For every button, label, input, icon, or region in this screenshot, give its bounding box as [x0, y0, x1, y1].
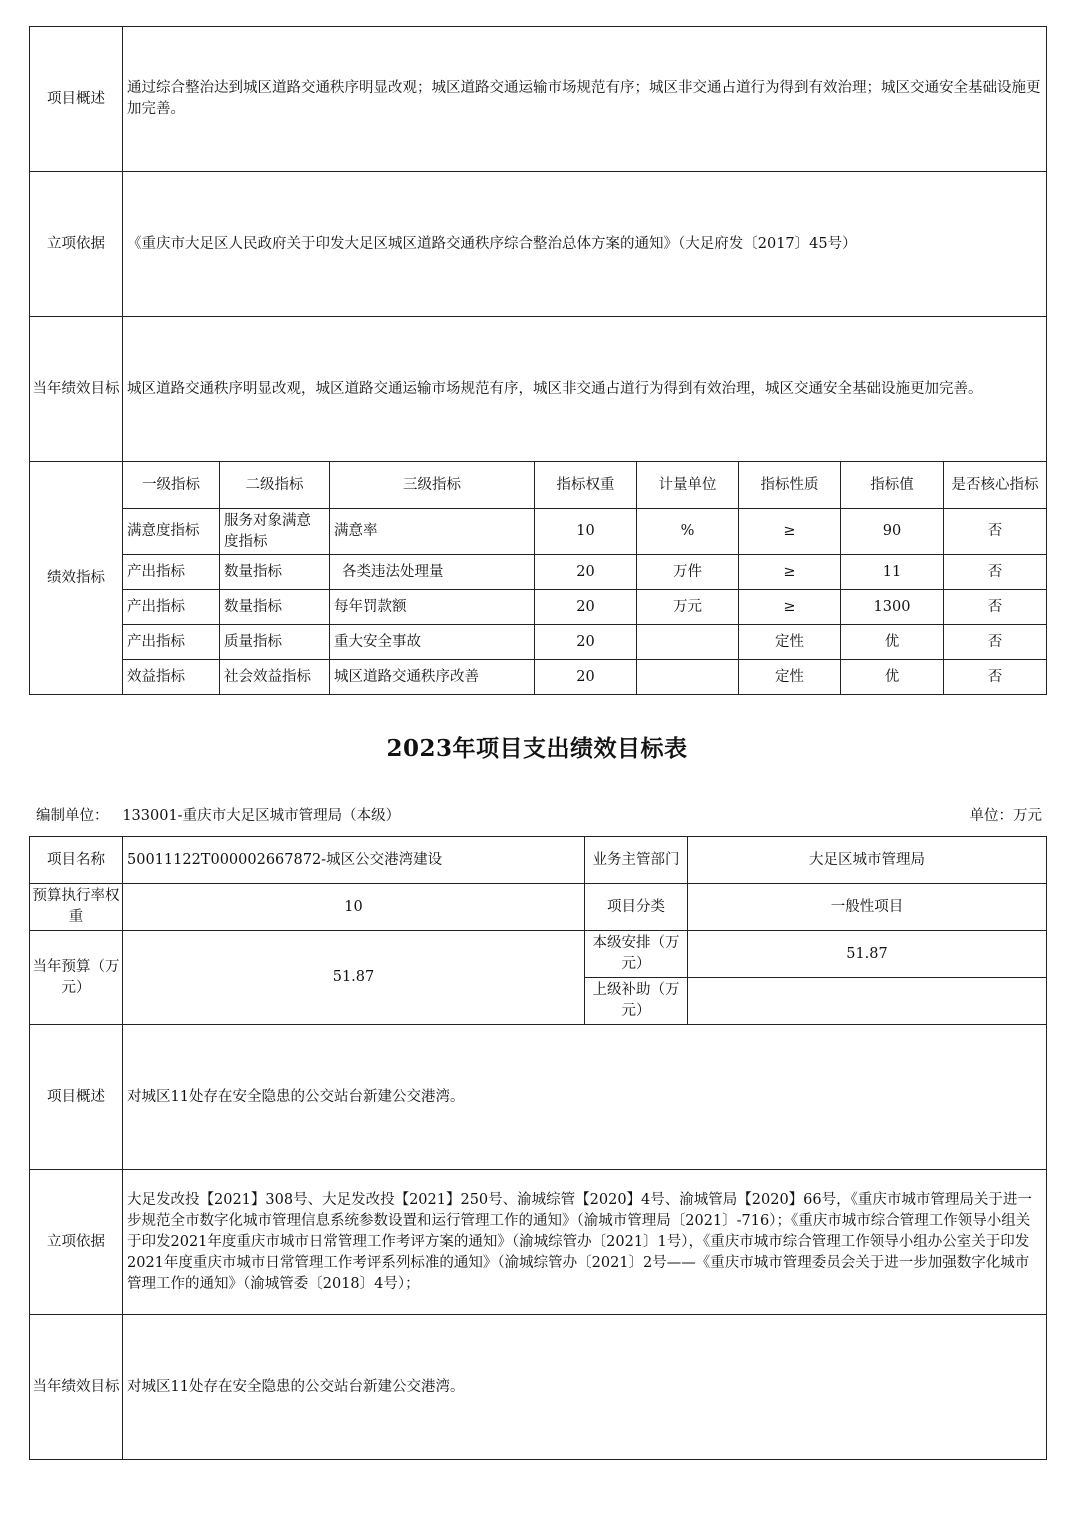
nature-cell: ≥: [739, 555, 841, 590]
goal-label: 当年绩效目标: [30, 317, 123, 462]
level1-cell: 产出指标: [123, 590, 220, 625]
level1-cell: 效益指标: [123, 660, 220, 695]
exec-rate-label: 预算执行率权重: [30, 884, 123, 931]
overview-text: 对城区11处存在安全隐患的公交站台新建公交港湾。: [123, 1025, 1047, 1170]
compiling-unit-label: 编制单位：: [36, 808, 109, 824]
basis-label: 立项依据: [30, 172, 123, 317]
nature-cell: ≥: [739, 509, 841, 555]
table-row: [30, 660, 1047, 695]
table-row: [30, 625, 1047, 660]
compiling-unit-value: 133001-重庆市大足区城市管理局（本级）: [122, 808, 401, 824]
value-cell: 优: [841, 625, 944, 660]
unit-cell: [637, 625, 739, 660]
indicator-header: 三级指标: [330, 462, 535, 509]
budget-value: 51.87: [123, 931, 585, 1025]
level2-cell: 数量指标: [220, 555, 330, 590]
currency-unit: 单位：万元: [969, 808, 1042, 824]
level3-cell: 每年罚款额: [330, 590, 535, 625]
value-cell: 1300: [841, 590, 944, 625]
superior-value: [688, 978, 1047, 1025]
weight-cell: 20: [535, 660, 637, 695]
weight-cell: 20: [535, 590, 637, 625]
level3-cell: 满意率: [330, 509, 535, 555]
core-cell: 否: [944, 590, 1047, 625]
document-title: 2023年项目支出绩效目标表: [386, 735, 688, 762]
category-value: 一般性项目: [688, 884, 1047, 931]
unit-cell: [637, 660, 739, 695]
core-cell: 否: [944, 660, 1047, 695]
table-row: [30, 555, 1047, 590]
goal-text: 对城区11处存在安全隐患的公交站台新建公交港湾。: [123, 1315, 1047, 1460]
core-cell: 否: [944, 509, 1047, 555]
level1-cell: 满意度指标: [123, 509, 220, 555]
weight-cell: 20: [535, 555, 637, 590]
table-row: [30, 590, 1047, 625]
table-row: [30, 509, 1047, 555]
value-cell: 优: [841, 660, 944, 695]
indicator-header: 计量单位: [637, 462, 739, 509]
indicator-header: 一级指标: [123, 462, 220, 509]
level2-cell: 数量指标: [220, 590, 330, 625]
superior-label: 上级补助（万元）: [585, 978, 688, 1025]
nature-cell: 定性: [739, 625, 841, 660]
nature-cell: ≥: [739, 590, 841, 625]
value-cell: 11: [841, 555, 944, 590]
overview-label: 项目概述: [30, 27, 123, 172]
weight-cell: 10: [535, 509, 637, 555]
level2-cell: 服务对象满意度指标: [220, 509, 330, 555]
overview-label: 项目概述: [30, 1025, 123, 1170]
basis-text: 大足发改投【2021】308号、大足发改投【2021】250号、渝城综管【2020】4号、渝城管局【2020】66号，《重庆市城市管理局关于进一步规范全市数字化城市管理信息系统参数设置和运行管理工作的通知》（渝城市管理局〔2021〕-716）；《重庆市城市综合管理工作领导小组关于印发2021年度重庆市城市日常管理工作考评方案的通知》（渝城综管办〔2021〕1号），《重庆市城市综合管理工作领导小组办公室关于印发2021年度重庆市城市日常管理工作考评系列标准的通知》（渝城综管办〔2021〕2号——《重庆市城市管理委员会关于进一步加强数字化城市管理工作的通知》（渝城管委〔2018〕4号）；: [123, 1170, 1047, 1315]
core-cell: 否: [944, 555, 1047, 590]
exec-rate-value: 10: [123, 884, 585, 931]
indicator-header: 指标性质: [739, 462, 841, 509]
unit-cell: 万件: [637, 555, 739, 590]
level2-cell: 质量指标: [220, 625, 330, 660]
category-label: 项目分类: [585, 884, 688, 931]
level3-cell: 重大安全事故: [330, 625, 535, 660]
department-label: 业务主管部门: [585, 837, 688, 884]
project-table: [29, 836, 1047, 1460]
department-value: 大足区城市管理局: [688, 837, 1047, 884]
indicator-header: 是否核心指标: [944, 462, 1047, 509]
unit-cell: %: [637, 509, 739, 555]
budget-label: 当年预算（万元）: [30, 931, 123, 1025]
compiling-unit: [36, 804, 400, 825]
level3-cell: 城区道路交通秩序改善: [330, 660, 535, 695]
project-name-value: 50011122T000002667872-城区公交港湾建设: [123, 837, 585, 884]
basis-text: 《重庆市大足区人民政府关于印发大足区城区道路交通秩序综合整治总体方案的通知》（大足府发〔2017〕45号）: [123, 172, 1047, 317]
indicator-header: 二级指标: [220, 462, 330, 509]
nature-cell: 定性: [739, 660, 841, 695]
local-value: 51.87: [688, 931, 1047, 978]
basis-label: 立项依据: [30, 1170, 123, 1315]
overview-text: 通过综合整治达到城区道路交通秩序明显改观；城区道路交通运输市场规范有序；城区非交通占道行为得到有效治理；城区交通安全基础设施更加完善。: [123, 27, 1047, 172]
goal-label: 当年绩效目标: [30, 1315, 123, 1460]
indicators-label: 绩效指标: [30, 462, 123, 695]
core-cell: 否: [944, 625, 1047, 660]
previous-project-table: [29, 26, 1047, 695]
project-name-label: 项目名称: [30, 837, 123, 884]
level3-cell: 各类违法处理量: [330, 555, 535, 590]
level1-cell: 产出指标: [123, 555, 220, 590]
level1-cell: 产出指标: [123, 625, 220, 660]
weight-cell: 20: [535, 625, 637, 660]
level2-cell: 社会效益指标: [220, 660, 330, 695]
unit-cell: 万元: [637, 590, 739, 625]
value-cell: 90: [841, 509, 944, 555]
goal-text: 城区道路交通秩序明显改观，城区道路交通运输市场规范有序，城区非交通占道行为得到有效治理，城区交通安全基础设施更加完善。: [123, 317, 1047, 462]
local-label: 本级安排（万元）: [585, 931, 688, 978]
indicator-header: 指标权重: [535, 462, 637, 509]
indicator-header: 指标值: [841, 462, 944, 509]
